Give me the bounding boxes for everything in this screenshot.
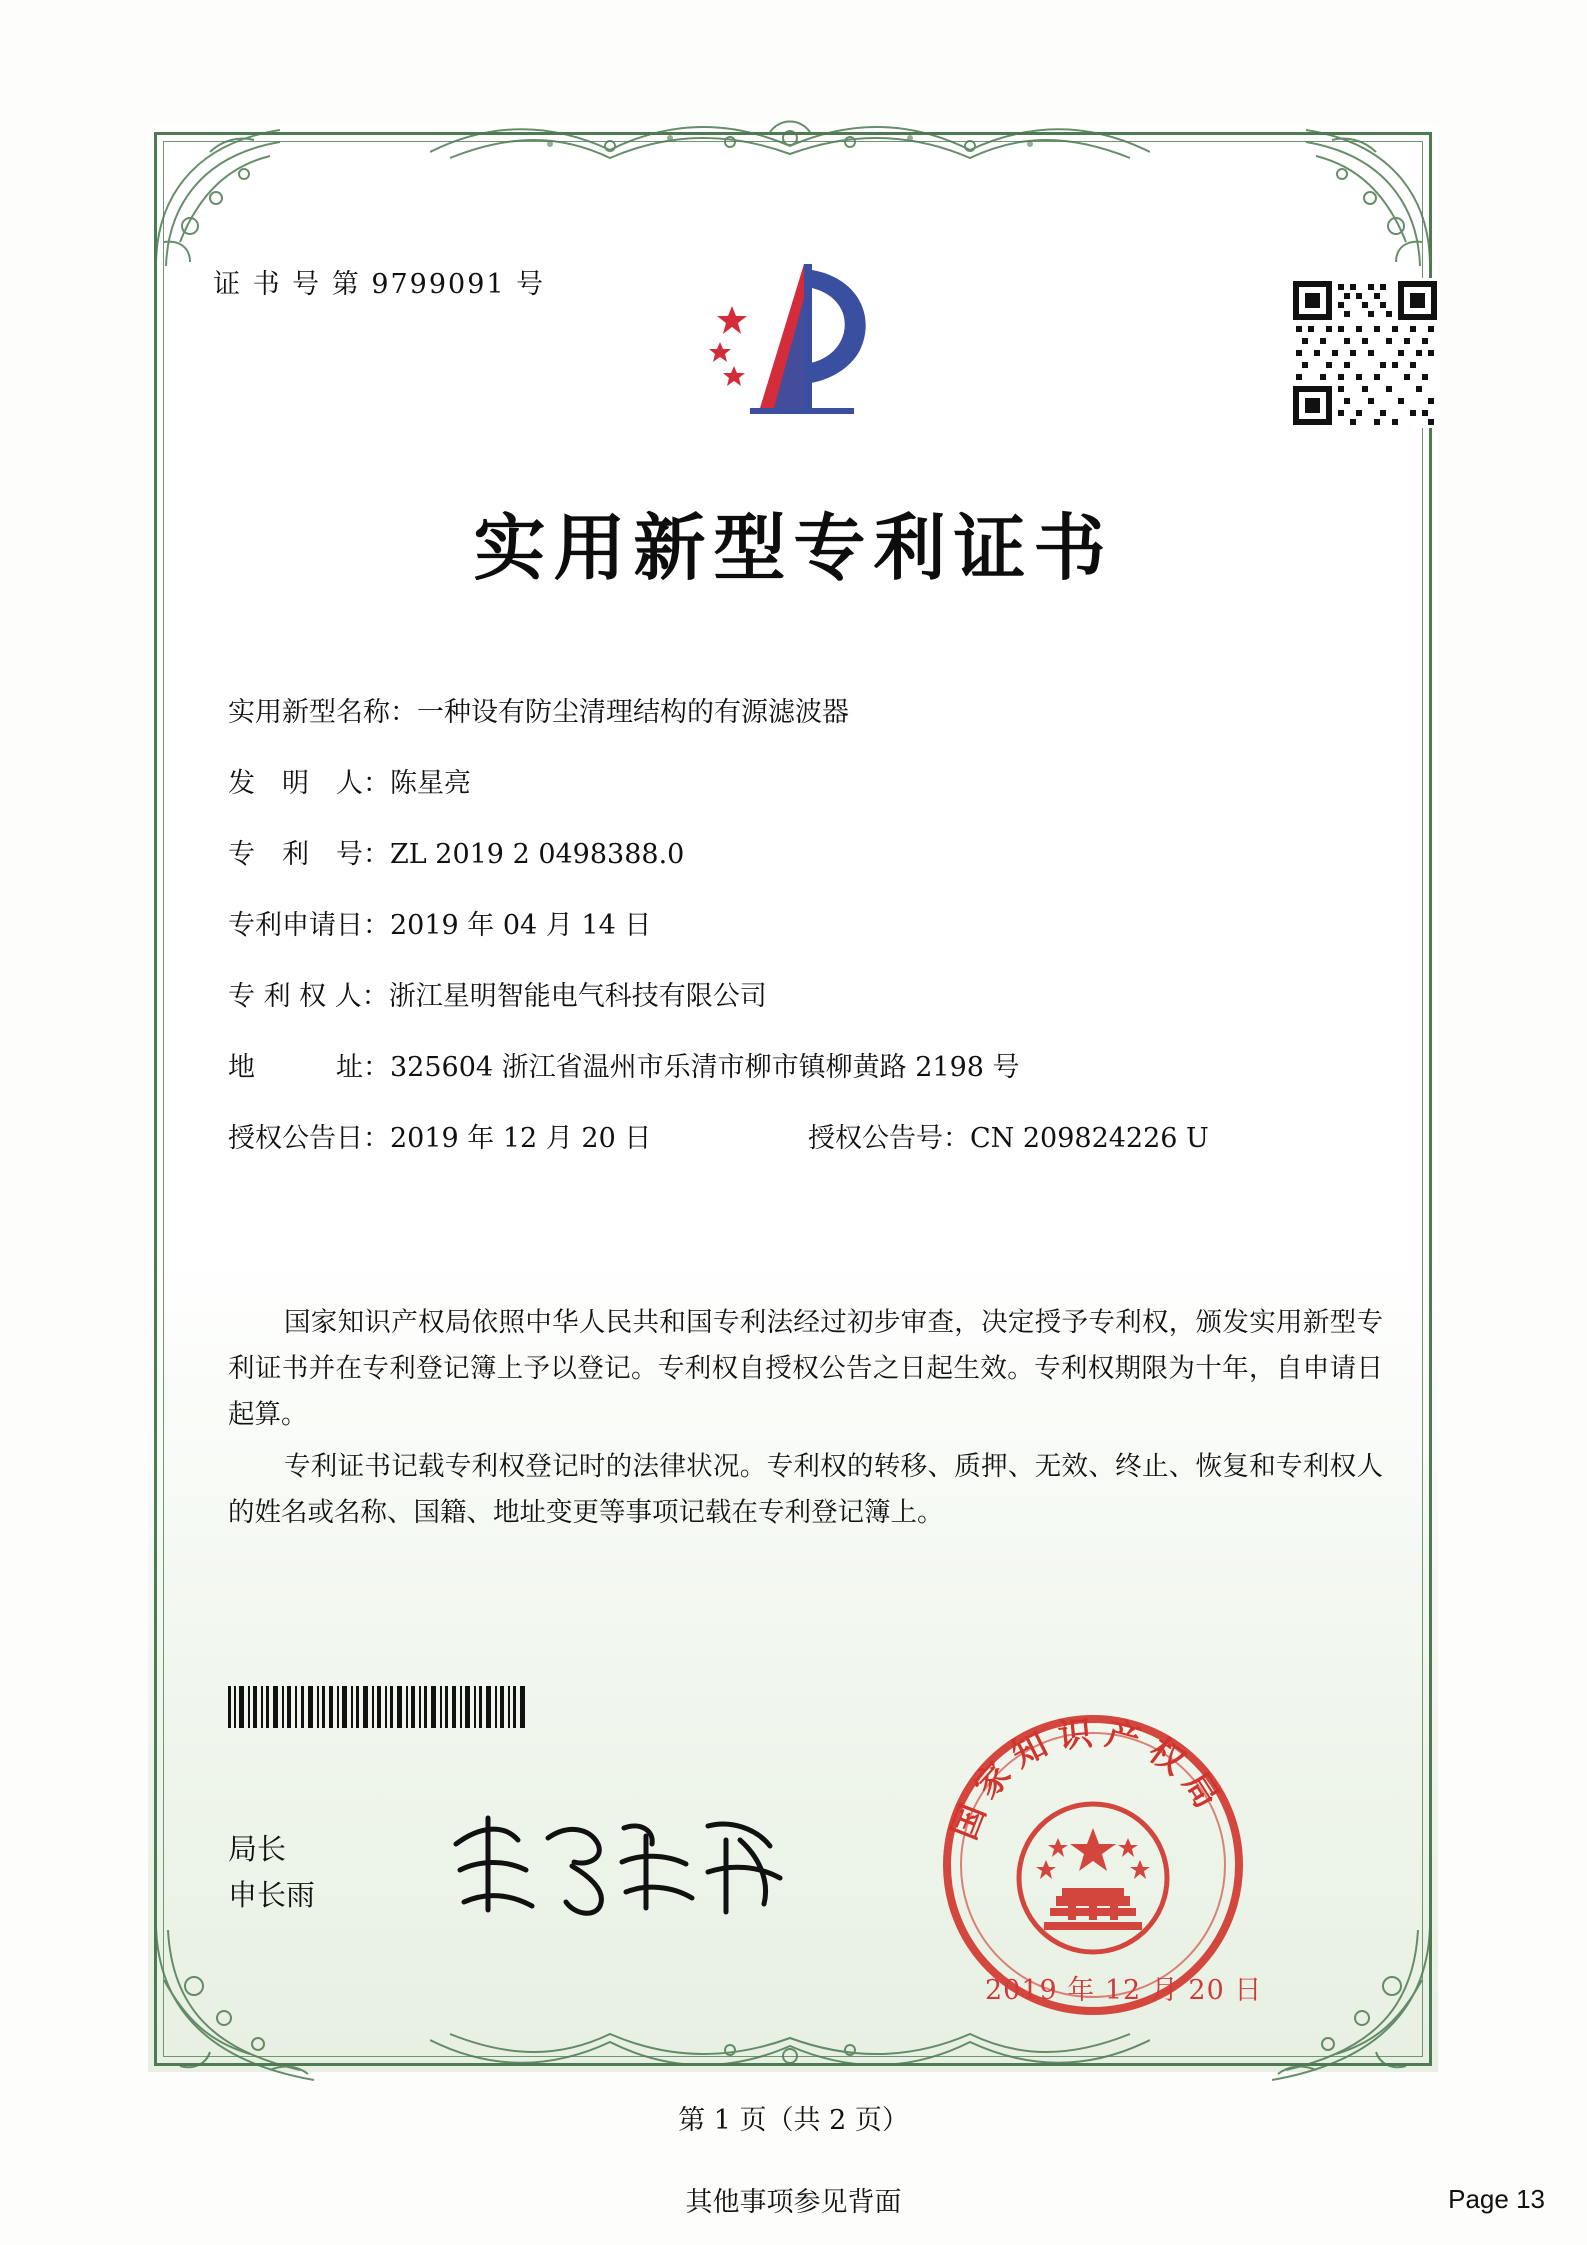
- field-value: 浙江星明智能电气科技有限公司: [388, 981, 767, 1012]
- field-row-grant-announcement: [228, 1116, 1408, 1187]
- barcode-icon: [228, 1686, 628, 1728]
- field-value: ZL 2019 2 0498388.0: [390, 839, 685, 870]
- paragraph-1: 国家知识产权局依照中华人民共和国专利法经过初步审查，决定授予专利权，颁发实用新型专利证书并在专利登记簿上予以登记。专利权自授权公告之日起生效。专利权期限为十年，自申请日起算。: [228, 1307, 1383, 1430]
- handwritten-signature-icon: [440, 1800, 800, 1930]
- field-row-application-date: [228, 903, 1408, 974]
- field-row-inventor: [228, 761, 1408, 832]
- field-label: 地 址：: [228, 1052, 390, 1083]
- page-title: 实用新型专利证书: [473, 505, 1114, 590]
- signature-name: 申长雨: [228, 1878, 316, 1912]
- other-matters-note: 其他事项参见背面: [685, 2187, 902, 2218]
- field-label: 专利申请日：: [228, 910, 390, 941]
- field-value: 一种设有防尘清理结构的有源滤波器: [417, 697, 849, 728]
- field-list: [228, 690, 1408, 1187]
- grant-date-value: 2019 年 12 月 20 日: [390, 1123, 652, 1154]
- field-label: 专 利 权 人：: [228, 981, 389, 1012]
- signature-role: 局长: [228, 1832, 287, 1866]
- field-label: 专 利 号：: [228, 839, 390, 870]
- cnipa-logo-icon: [700, 258, 900, 428]
- svg-text:国家知识产权局: 国家知识产权局: [944, 1712, 1233, 1846]
- field-value: 325604 浙江省温州市乐清市柳市镇柳黄路 2198 号: [390, 1052, 1020, 1083]
- grant-date-label: 授权公告日：: [228, 1123, 390, 1154]
- field-value: 2019 年 04 月 14 日: [390, 910, 652, 941]
- grant-number-group: [808, 1116, 1209, 1155]
- qr-code-icon: [1290, 278, 1440, 428]
- field-label: 发 明 人：: [228, 768, 390, 799]
- page-label: Page 13: [1448, 2184, 1545, 2214]
- signature-block: [228, 1826, 315, 1918]
- field-row-patent-number: [228, 832, 1408, 903]
- field-row-address: [228, 1045, 1408, 1116]
- field-row-utility-model-name: [228, 690, 1408, 761]
- field-value: 陈星亮: [390, 768, 471, 799]
- field-label: 实用新型名称：: [228, 697, 417, 728]
- certificate-number: 证 书 号 第 9799091 号: [213, 269, 546, 300]
- grant-number-value: CN 209824226 U: [970, 1123, 1209, 1154]
- page-of-footer: 第 1 页（共 2 页）: [678, 2105, 909, 2136]
- grant-number-label: 授权公告号：: [808, 1123, 970, 1154]
- seal-date: 2019 年 12 月 20 日: [985, 1975, 1263, 2006]
- paragraph-2: 专利证书记载专利权登记时的法律状况。专利权的转移、质押、无效、终止、恢复和专利权人的姓名或名称、国籍、地址变更等事项记载在专利登记簿上。: [228, 1451, 1383, 1528]
- legal-text: [228, 1300, 1383, 1542]
- field-row-patentee: [228, 974, 1408, 1045]
